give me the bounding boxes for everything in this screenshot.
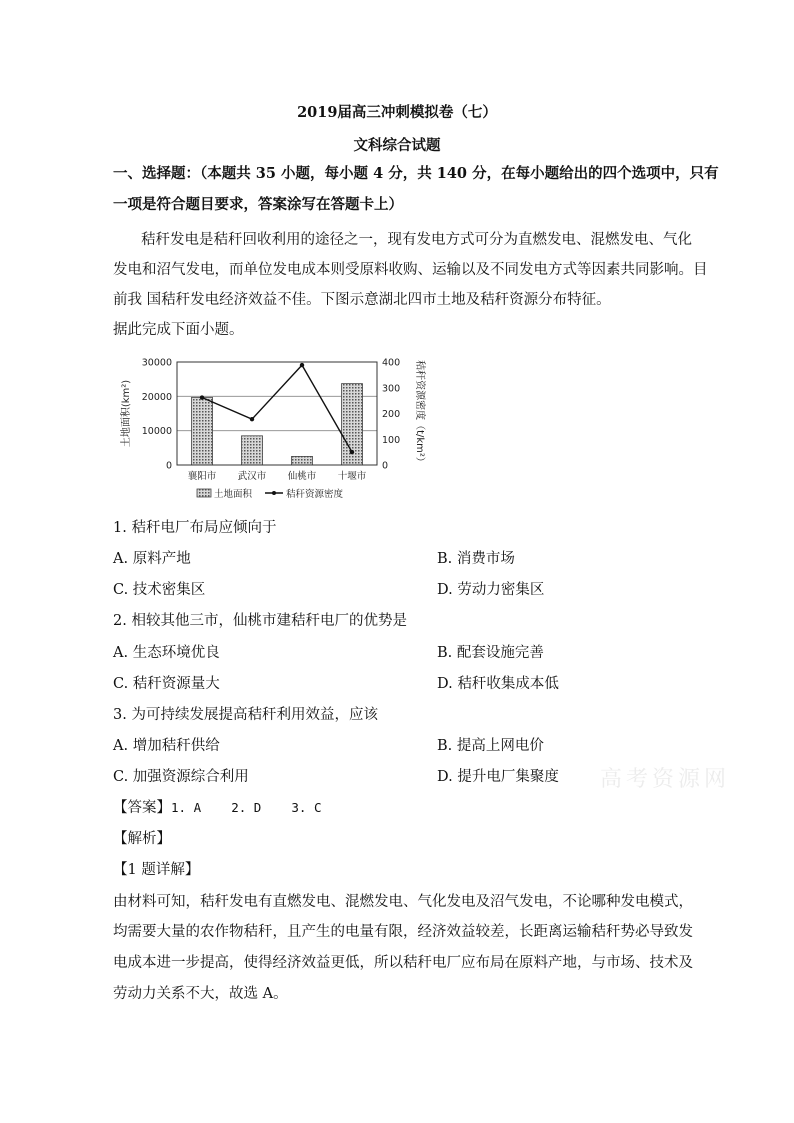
density-point [350, 450, 354, 454]
answer-values: 1. A 2. D 3. C [171, 800, 322, 815]
bar [242, 436, 263, 465]
y-left-tick-label: 10000 [141, 426, 172, 438]
y-right-tick-label: 0 [382, 460, 389, 472]
passage-line2: 发电和沼气发电，而单位发电成本则受原料收购、运输以及不同发电方式等因素共同影响。目 [113, 262, 708, 278]
density-point [250, 417, 254, 421]
y-right-tick-label: 200 [382, 409, 401, 420]
analysis-line4: 劳动力关系不大，故选 A。 [113, 986, 288, 1002]
analysis-label: 【解析】 [113, 831, 171, 847]
passage-line4: 据此完成下面小题。 [113, 322, 244, 338]
question-3-stem: 3. 为可持续发展提高秸秆利用效益，应该 [113, 707, 378, 723]
land-straw-chart [115, 348, 435, 508]
question-1-option-c: C. 技术密集区 [113, 582, 206, 598]
legend-bar-label: 土地面积 [214, 489, 253, 500]
x-tick-label: 仙桃市 [287, 471, 317, 482]
analysis-line1: 由材料可知，秸秆发电有直燃发电、混燃发电、气化发电及沼气发电，不论哪种发电模式， [113, 894, 693, 910]
density-line [202, 365, 352, 452]
y-right-axis-title: 秸秆资源密度（t/km²） [414, 360, 425, 467]
question-2-option-a: A. 生态环境优良 [113, 645, 220, 661]
passage-line3: 前我 国秸秆发电经济效益不佳。下图示意湖北四市土地及秸秆资源分布特征。 [113, 292, 611, 308]
bar [192, 397, 213, 465]
x-tick-label: 武汉市 [237, 471, 267, 482]
question-2-option-b: B. 配套设施完善 [437, 645, 544, 661]
y-left-tick-label: 30000 [141, 357, 172, 369]
analysis-line2: 均需要大量的农作物秸秆，且产生的电量有限，经济效益较差，长距离运输秸秆势必导致发 [113, 924, 693, 940]
density-point [300, 363, 304, 367]
legend-line-label: 秸秆资源密度 [286, 489, 344, 500]
section-heading-line1: 一、选择题：（本题共 35 小题，每小题 4 分，共 140 分，在每小题给出的四个选项中，只有 [113, 165, 719, 182]
page-subtitle: 文科综合试题 [353, 137, 441, 154]
question-2-option-d: D. 秸秆收集成本低 [437, 676, 559, 692]
answer-label: 【答案】 [113, 800, 171, 816]
bar [292, 456, 313, 465]
legend-line-marker [272, 491, 276, 495]
watermark-text: 高考资源网 [600, 767, 731, 792]
y-right-tick-label: 400 [382, 357, 401, 369]
y-left-axis-title: 土地面积(km²) [121, 379, 132, 448]
question-1-option-b: B. 消费市场 [437, 551, 515, 567]
density-point [200, 395, 204, 399]
answer-row [113, 798, 322, 818]
question-1-option-a: A. 原料产地 [113, 551, 191, 567]
page-title: 2019届高三冲刺模拟卷（七） [297, 104, 497, 121]
section-heading-line2: 一项是符合题目要求，答案涂写在答题卡上） [113, 196, 403, 213]
analysis-line3: 电成本进一步提高，使得经济效益更低，所以秸秆电厂应布局在原料产地，与市场、技术及 [113, 955, 693, 971]
question-3-option-a: A. 增加秸秆供给 [113, 738, 220, 754]
y-left-tick-label: 0 [165, 460, 172, 472]
y-right-tick-label: 100 [382, 434, 401, 446]
y-left-tick-label: 20000 [141, 391, 172, 403]
y-right-tick-label: 300 [382, 383, 401, 395]
question-3-option-d: D. 提升电厂集聚度 [437, 769, 559, 785]
passage-line1: 秸秆发电是秸秆回收利用的途径之一，现有发电方式可分为直燃发电、混燃发电、气化 [141, 232, 692, 248]
question-3-option-c: C. 加强资源综合利用 [113, 769, 249, 785]
x-tick-label: 十堰市 [337, 471, 367, 482]
question-2-stem: 2. 相较其他三市，仙桃市建秸秆电厂的优势是 [113, 613, 407, 629]
legend-bar-swatch [197, 489, 211, 497]
question-1-stem: 1. 秸秆电厂布局应倾向于 [113, 520, 277, 536]
question-2-option-c: C. 秸秆资源量大 [113, 676, 220, 692]
question-3-option-b: B. 提高上网电价 [437, 738, 544, 754]
x-tick-label: 襄阳市 [187, 471, 217, 482]
question-1-option-d: D. 劳动力密集区 [437, 582, 545, 598]
q1-detail-label: 【1 题详解】 [113, 862, 200, 878]
